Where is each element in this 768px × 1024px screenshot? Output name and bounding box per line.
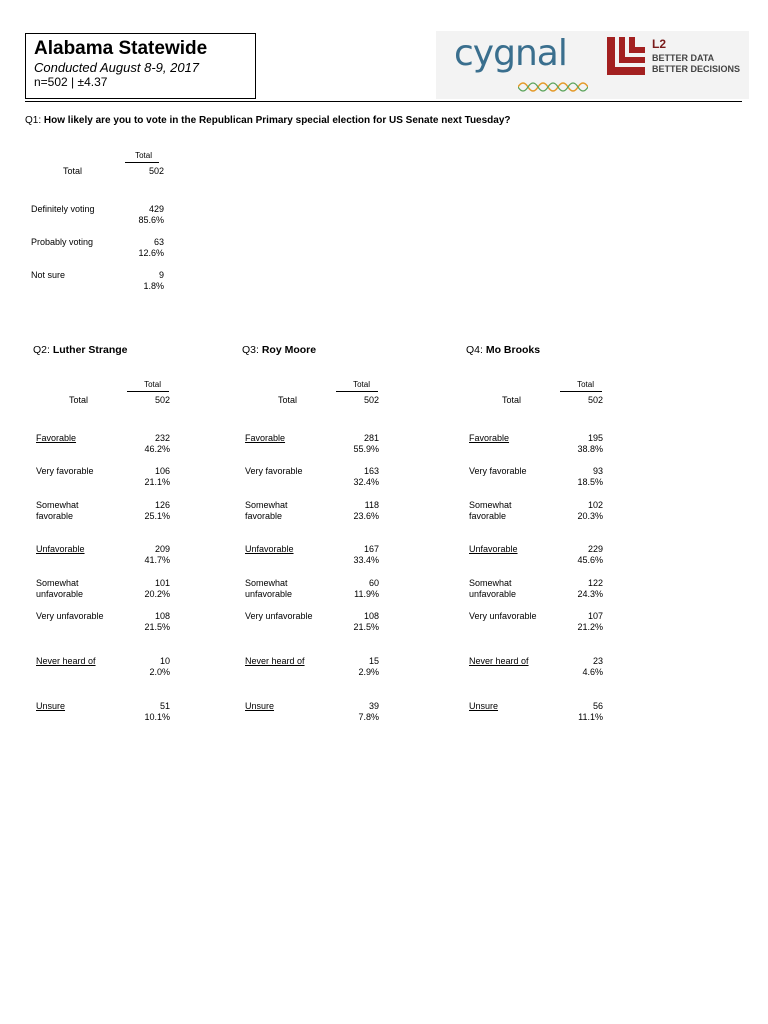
row-label-text: Favorable <box>36 433 77 443</box>
row-percent: 45.6% <box>577 555 603 565</box>
row-label <box>36 656 96 667</box>
col-header: Total <box>144 380 161 389</box>
row-label-text: Very favorable <box>245 466 303 476</box>
title-box <box>25 33 256 99</box>
q1-row-percent: 12.6% <box>138 248 164 258</box>
row-label-text-2: unfavorable <box>245 589 293 599</box>
q1-total-n: 502 <box>148 166 164 176</box>
row-percent: 55.9% <box>353 444 379 454</box>
row-count: 39 <box>368 701 379 711</box>
row-count: 15 <box>368 656 379 666</box>
row-label-text: Favorable <box>245 433 286 443</box>
row-label <box>245 544 294 555</box>
row-count: 167 <box>363 544 379 554</box>
total-n: 502 <box>154 395 170 405</box>
row-label-text: Very unfavorable <box>245 611 313 621</box>
row-label-text: Very unfavorable <box>469 611 537 621</box>
candidate-name: Mo Brooks <box>485 344 541 356</box>
row-percent: 2.0% <box>149 667 170 677</box>
col-header: Total <box>577 380 594 389</box>
row-label <box>469 500 512 522</box>
row-count: 102 <box>587 500 603 510</box>
row-count: 101 <box>154 578 170 588</box>
row-label-text: Unsure <box>469 701 499 711</box>
row-percent: 18.5% <box>577 477 603 487</box>
row-label <box>36 500 79 522</box>
row-percent: 23.6% <box>353 511 379 521</box>
q1-row-label: Probably voting <box>31 237 94 247</box>
row-label-text-2: unfavorable <box>469 589 517 599</box>
row-percent: 21.2% <box>577 622 603 632</box>
question-prefix: Q2: <box>33 344 53 356</box>
row-percent: 2.9% <box>358 667 379 677</box>
row-label <box>469 611 537 622</box>
total-label: Total <box>69 395 89 405</box>
l2-logo-mark <box>607 37 645 75</box>
row-count: 56 <box>592 701 603 711</box>
row-count: 108 <box>154 611 170 621</box>
question-prefix: Q3: <box>242 344 262 356</box>
total-n: 502 <box>363 395 379 405</box>
question-prefix: Q4: <box>466 344 486 356</box>
row-label-text: Unsure <box>245 701 275 711</box>
l2-tagline <box>652 53 740 75</box>
row-label <box>245 656 305 667</box>
col-header-rule <box>127 391 169 392</box>
row-label-text: Unsure <box>36 701 66 711</box>
row-count: 281 <box>363 433 379 443</box>
row-label <box>245 701 274 712</box>
row-label <box>36 544 85 555</box>
candidate-name: Luther Strange <box>52 344 128 356</box>
row-percent: 10.1% <box>144 712 170 722</box>
col-header-rule <box>560 391 602 392</box>
total-label: Total <box>502 395 522 405</box>
row-percent: 24.3% <box>577 589 603 599</box>
row-count: 10 <box>159 656 170 666</box>
q1-row-count: 9 <box>158 270 164 280</box>
row-count: 163 <box>363 466 379 476</box>
row-percent: 25.1% <box>144 511 170 521</box>
q1-row-percent: 1.8% <box>143 281 164 291</box>
row-count: 209 <box>154 544 170 554</box>
q1-row-count: 63 <box>153 237 164 247</box>
row-label <box>469 656 529 667</box>
total-label: Total <box>278 395 298 405</box>
row-label-text: Very unfavorable <box>36 611 104 621</box>
q3-title <box>242 344 316 356</box>
q1-row-label: Not sure <box>31 270 66 280</box>
row-percent: 21.5% <box>353 622 379 632</box>
q1-text: How likely are you to vote in the Republican Primary special election for US Senate next Tuesday? <box>43 115 511 126</box>
row-count: 51 <box>159 701 170 711</box>
row-label-text: Never heard of <box>245 656 305 666</box>
row-label-text: Unfavorable <box>469 544 518 554</box>
q1-prefix: Q1: <box>25 115 42 126</box>
row-label <box>36 578 83 600</box>
survey-dates: Conducted August 8-9, 2017 <box>34 60 200 75</box>
row-label-text: Very favorable <box>469 466 527 476</box>
row-count: 229 <box>587 544 603 554</box>
row-percent: 32.4% <box>353 477 379 487</box>
row-count: 195 <box>587 433 603 443</box>
row-label <box>469 544 518 555</box>
row-label-text-2: unfavorable <box>36 589 84 599</box>
row-percent: 33.4% <box>353 555 379 565</box>
row-count: 23 <box>592 656 603 666</box>
row-label <box>469 578 516 600</box>
l2-logo-name: L2 <box>652 37 667 51</box>
row-label-text-2: favorable <box>36 511 74 521</box>
row-count: 232 <box>154 433 170 443</box>
q1-row-count: 429 <box>148 204 164 214</box>
row-label-text: Somewhat <box>36 500 79 510</box>
header-divider <box>25 101 742 102</box>
row-label <box>245 578 292 600</box>
row-label-text: Somewhat <box>469 578 512 588</box>
col-header: Total <box>353 380 370 389</box>
candidate-name: Roy Moore <box>261 344 317 356</box>
row-percent: 20.2% <box>144 589 170 599</box>
row-count: 93 <box>592 466 603 476</box>
l2-tagline-line1: BETTER DATA <box>652 53 715 63</box>
cygnal-logo: cygnal <box>454 33 567 74</box>
row-label <box>469 466 527 477</box>
q1-row-label: Definitely voting <box>31 204 95 214</box>
row-label-text: Favorable <box>469 433 510 443</box>
row-percent: 20.3% <box>577 511 603 521</box>
row-percent: 41.7% <box>144 555 170 565</box>
row-percent: 38.8% <box>577 444 603 454</box>
row-label <box>36 466 94 477</box>
row-label-text: Somewhat <box>469 500 512 510</box>
row-label-text: Very favorable <box>36 466 94 476</box>
row-label-text: Somewhat <box>36 578 79 588</box>
row-label <box>36 433 76 444</box>
row-count: 118 <box>364 500 379 510</box>
page-title: Alabama Statewide <box>34 38 208 59</box>
row-label-text: Unfavorable <box>36 544 85 554</box>
row-label-text: Never heard of <box>469 656 529 666</box>
q1-row-percent: 85.6% <box>138 215 164 225</box>
row-percent: 21.5% <box>144 622 170 632</box>
q1-col-header: Total <box>135 151 152 160</box>
sample-size: n=502 | ±4.37 <box>34 75 108 89</box>
row-label <box>245 433 285 444</box>
row-label <box>469 701 498 712</box>
waveform-icon <box>518 77 588 97</box>
row-count: 60 <box>368 578 379 588</box>
row-label-text-2: favorable <box>245 511 283 521</box>
row-percent: 11.1% <box>578 712 603 722</box>
row-count: 108 <box>363 611 379 621</box>
row-label <box>245 500 288 522</box>
row-label-text: Somewhat <box>245 500 288 510</box>
q1-total-label: Total <box>63 166 83 176</box>
q1-question <box>25 115 511 126</box>
row-count: 107 <box>587 611 603 621</box>
row-label <box>245 611 313 622</box>
row-percent: 46.2% <box>144 444 170 454</box>
row-count: 126 <box>154 500 170 510</box>
row-label <box>36 611 104 622</box>
row-percent: 7.8% <box>358 712 379 722</box>
row-label-text-2: favorable <box>469 511 507 521</box>
row-label <box>469 433 509 444</box>
row-label <box>36 701 65 712</box>
row-label-text: Somewhat <box>245 578 288 588</box>
row-count: 122 <box>587 578 603 588</box>
col-header-rule <box>336 391 378 392</box>
row-percent: 4.6% <box>582 667 603 677</box>
row-label-text: Unfavorable <box>245 544 294 554</box>
l2-tagline-line2: BETTER DECISIONS <box>652 64 741 74</box>
total-n: 502 <box>587 395 603 405</box>
row-percent: 21.1% <box>144 477 170 487</box>
logo-banner <box>436 31 749 99</box>
row-label <box>245 466 303 477</box>
row-percent: 11.9% <box>354 589 379 599</box>
q2-title <box>33 344 128 356</box>
row-label-text: Never heard of <box>36 656 96 666</box>
q1-col-header-rule <box>125 162 159 163</box>
row-count: 106 <box>154 466 170 476</box>
q4-title <box>466 344 540 356</box>
